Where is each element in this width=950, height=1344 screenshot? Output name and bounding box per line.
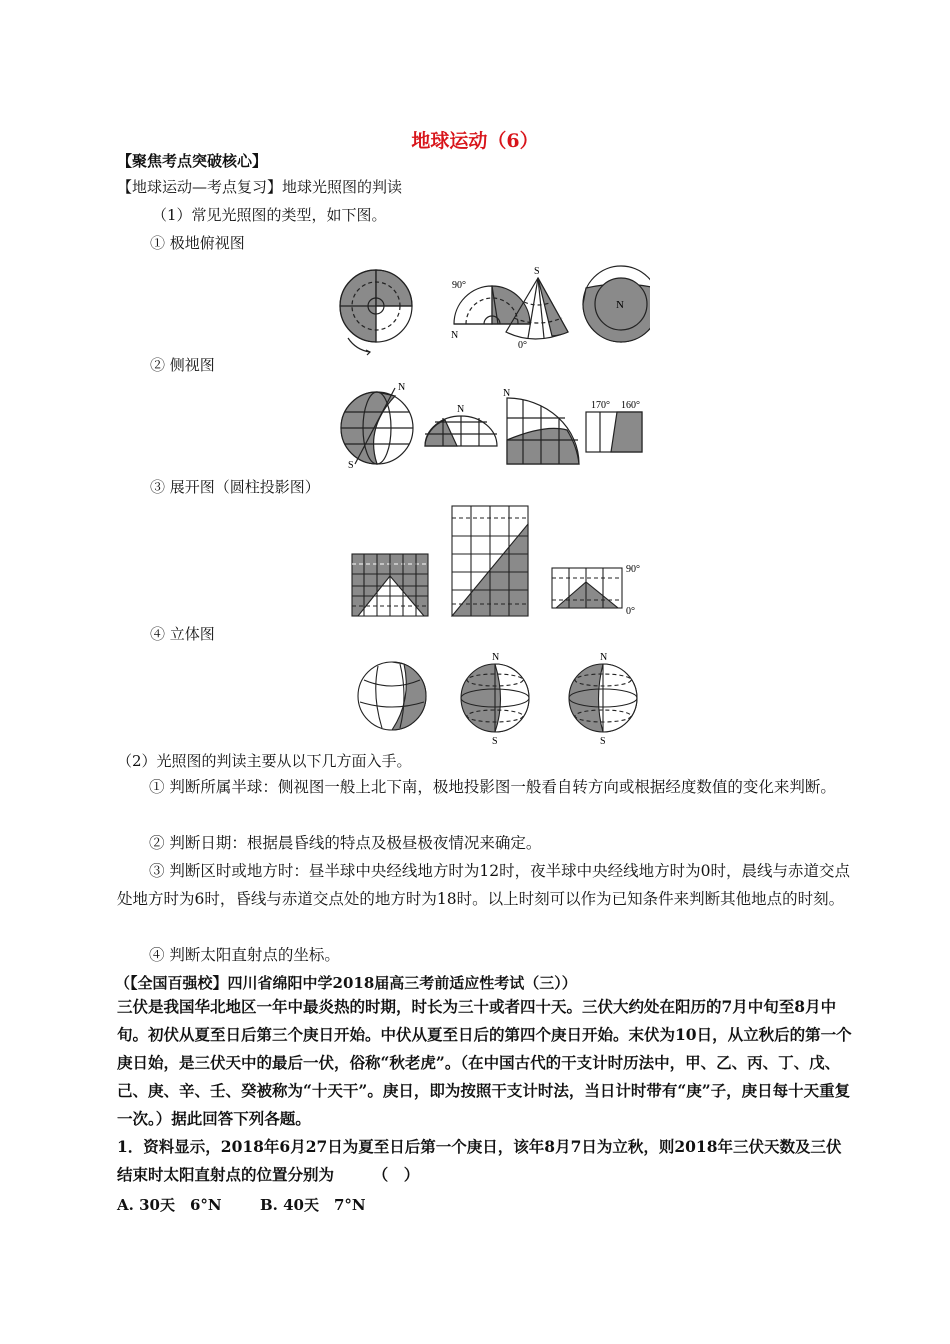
type-developed-label: ③ 展开图（圆柱投影图） [150,478,320,496]
item-1: （1）常见光照图的类型，如下图。 [152,206,387,224]
side-n2-label: N [457,404,465,415]
type-side-label: ② 侧视图 [150,356,215,374]
type-3d-label: ④ 立体图 [150,625,215,643]
question-1: 1．资料显示，2018年6月27日为夏至日后第一个庚日，该年8月7日为立秋，则2018年三伏天数及三伏结束时太阳直射点的位置分别为 （ ） [117,1137,842,1184]
solid-view-figure [354,650,644,746]
solid-n2-label: N [600,652,608,663]
side-170-label: 170° [591,400,610,411]
section-heading: 【聚焦考点突破核心】 [117,152,268,170]
polar-n-center-label: N [616,299,624,311]
developed-90-label: 90° [626,564,640,575]
type-polar-label: ① 极地俯视图 [150,234,245,252]
solid-s1-label: S [492,736,498,746]
option-a: A. 30天 6°N [117,1196,222,1214]
side-view-figure [335,378,655,470]
option-b: B. 40天 7°N [260,1196,366,1214]
side-n1-label: N [398,382,406,393]
solid-s2-label: S [600,736,606,746]
side-s1-label: S [348,460,354,470]
polar-view-figure [330,258,650,358]
page-title: 地球运动（6） [411,130,539,152]
polar-s-label: S [534,266,540,277]
side-160-label: 160° [621,400,640,411]
polar-0-label: 0° [518,340,527,351]
question-source: （【全国百强校】四川省绵阳中学2018届高三考前适应性考试（三）） [115,974,577,992]
developed-view-figure [350,502,650,620]
polar-n-label: N [451,330,459,341]
side-n3-label: N [503,388,511,399]
review-heading: 【地球运动—考点复习】地球光照图的判读 [117,178,403,196]
polar-90-label: 90° [452,280,466,291]
solid-n1-label: N [492,652,500,663]
item-2: （2）光照图的判读主要从以下几方面入手。 [117,752,412,770]
question-passage: 三伏是我国华北地区一年中最炎热的时期，时长为三十或者四十天。三伏大约处在阳历的7月中旬至8月中旬。初伏从夏至日后第三个庚日开始。中伏从夏至日后的第四个庚日开始。末伏为10日，从立秋后的第一个庚日始，是三伏天中的最后一伏，俗称“秋老虎”。（在中国古代的干支计时历法中，甲、乙、丙、丁、戊、己、庚、辛、壬、癸被称为“十天干”。庚日，即为按照干支计时法，当日计时带有“庚”子，庚日每十天重复一次。）据此回答下列各题。 [117,997,852,1128]
developed-0-label: 0° [626,606,635,617]
judge-hemisphere: ① 判断所属半球：侧视图一般上北下南，极地投影图一般看自转方向或根据经度数值的变化来判断。 [149,778,836,796]
judge-date: ② 判断日期：根据晨昏线的特点及极昼极夜情况来确定。 [149,834,542,852]
judge-time: ③ 判断区时或地方时：昼半球中央经线地方时为12时，夜半球中央经线地方时为0时，晨线与赤道交点处地方时为6时，昏线与赤道交点处的地方时为18时。以上时刻可以作为已知条件来判断其他地点的时刻。 [117,862,851,908]
judge-subsolar: ④ 判断太阳直射点的坐标。 [149,946,340,964]
